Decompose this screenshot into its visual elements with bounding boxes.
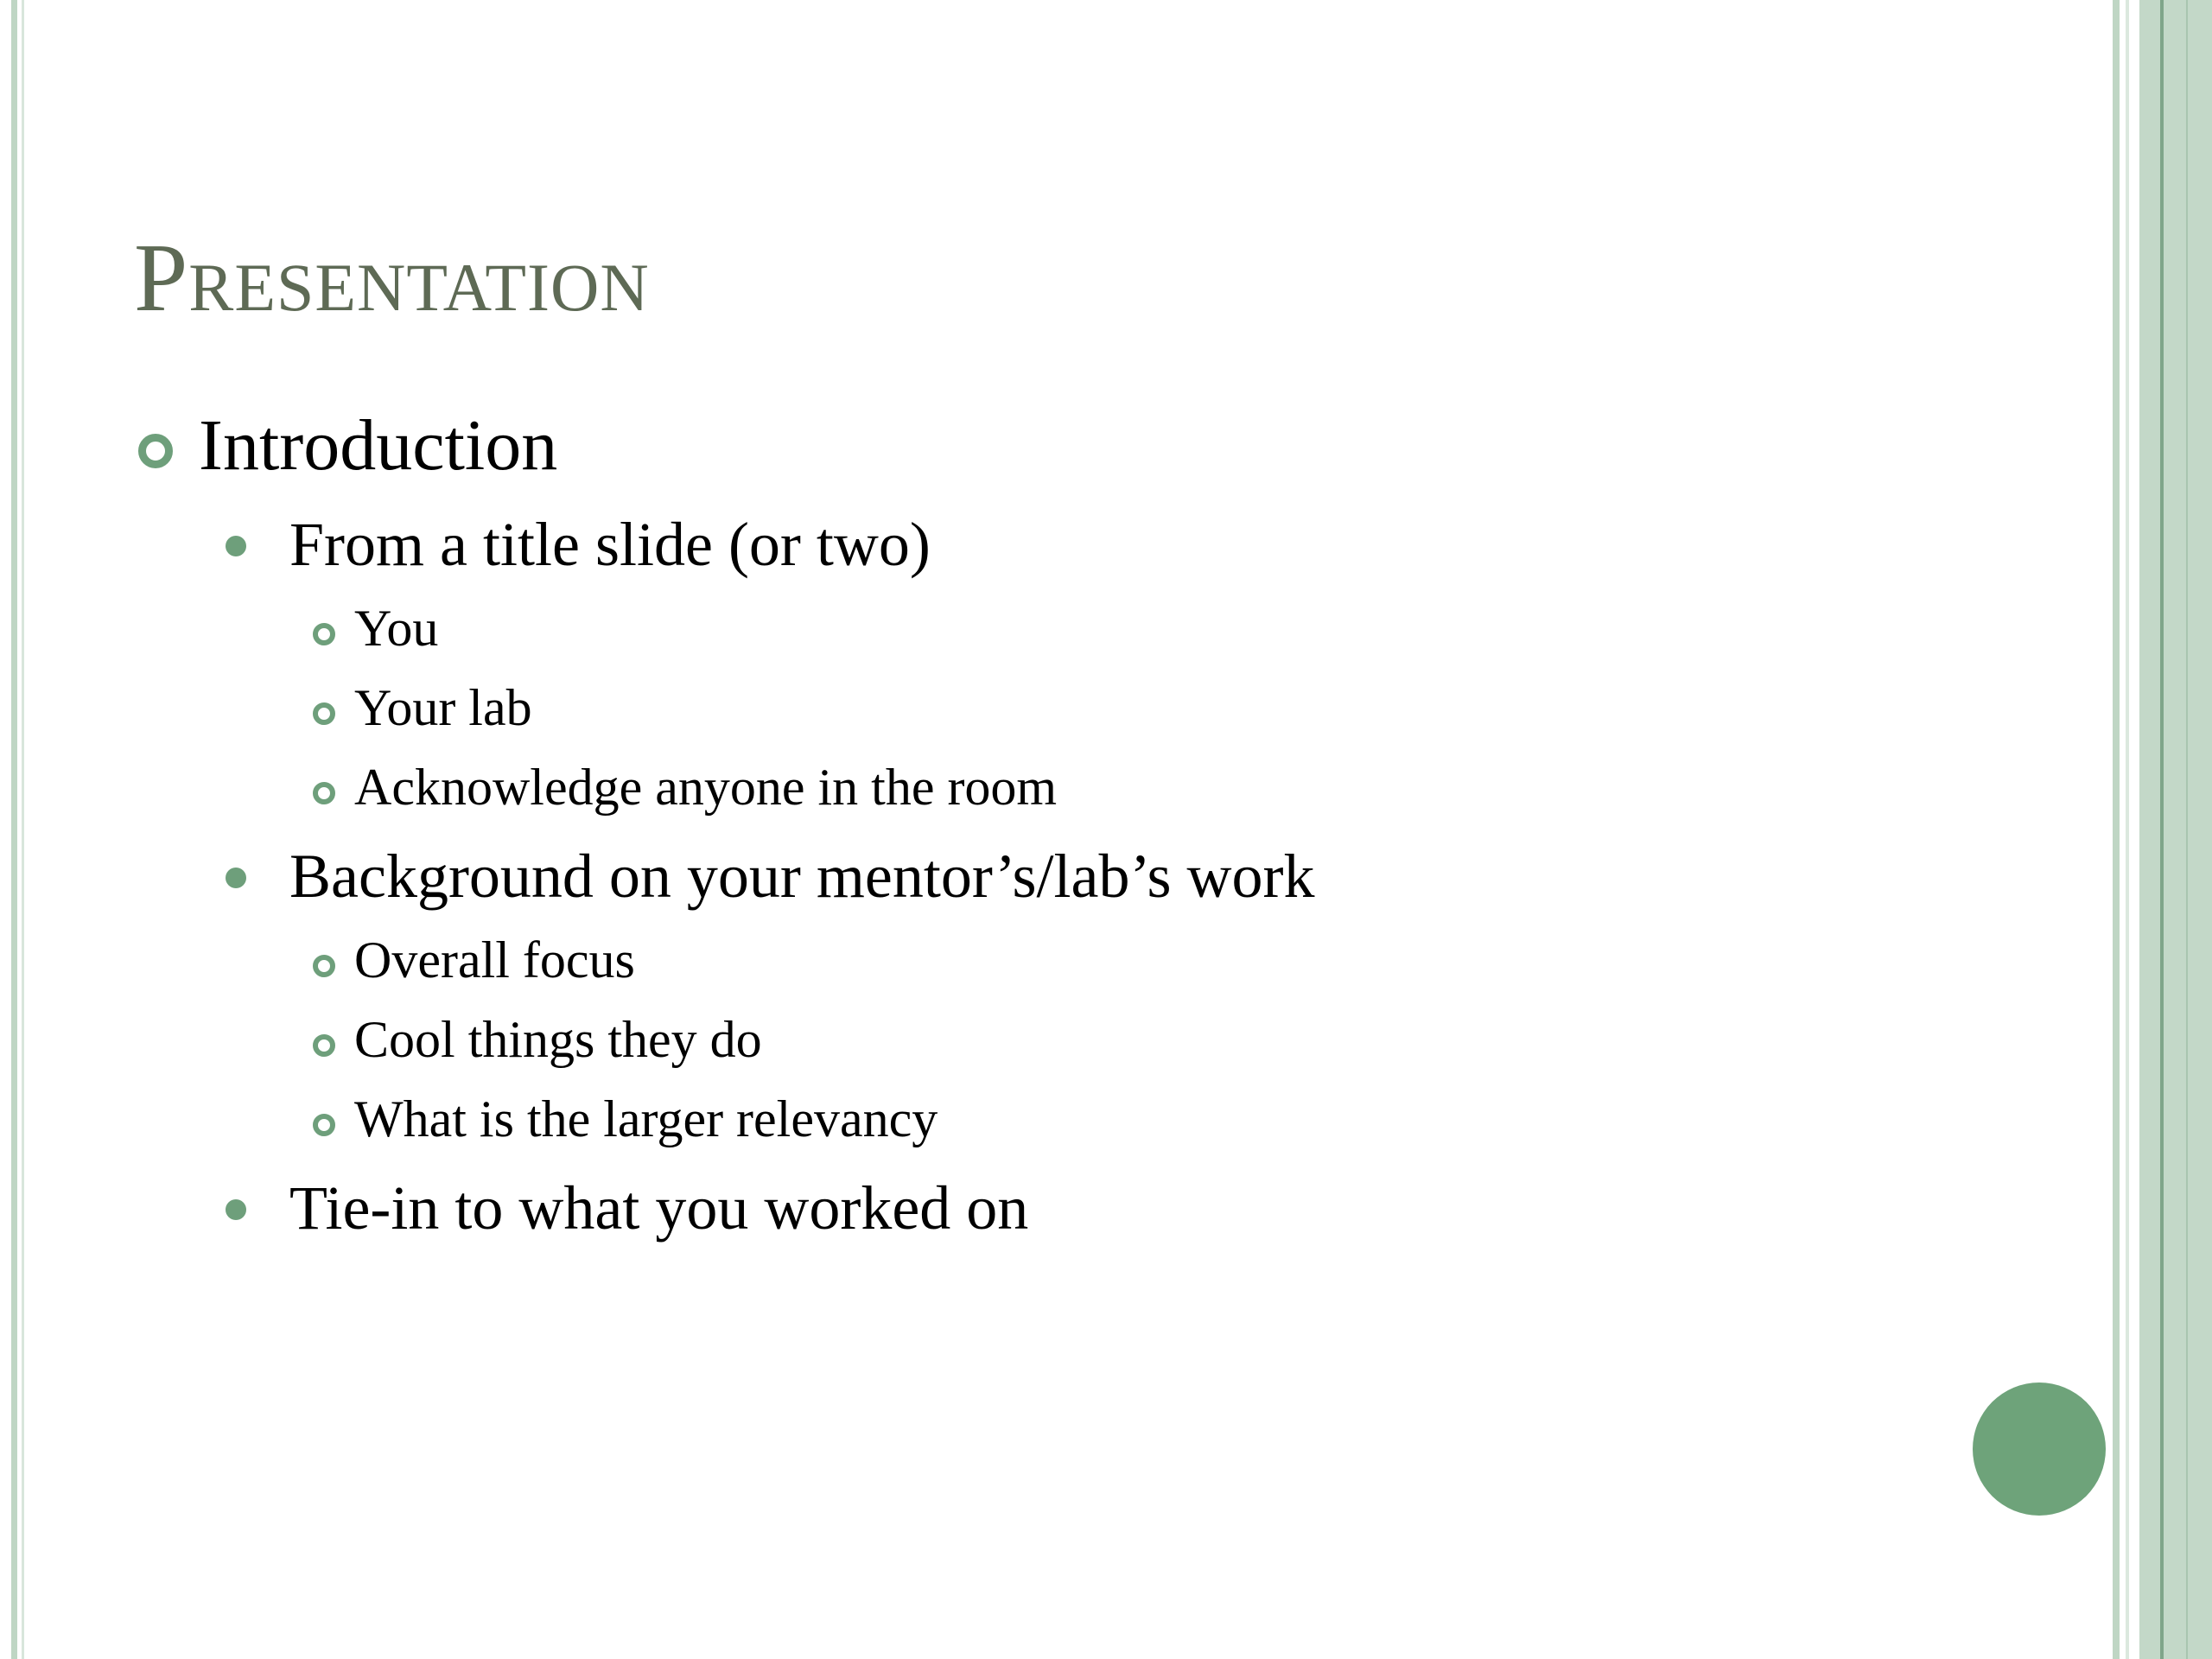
outline-item-level3: Overall focus <box>354 931 635 988</box>
right-border-band <box>2139 0 2212 1659</box>
outline-item-level3: You <box>354 600 439 657</box>
outline-item-level3: Acknowledge anyone in the room <box>354 759 1058 816</box>
ring-bullet-icon <box>313 702 335 725</box>
outline-item-level3: Cool things they do <box>354 1011 762 1068</box>
ring-bullet-icon <box>313 1034 335 1057</box>
left-border-line-thin <box>22 0 24 1659</box>
right-border-line <box>2113 0 2120 1659</box>
outline-item-level2: From a title slide (or two) <box>289 510 931 579</box>
outline-item-level3: Your lab <box>354 679 532 736</box>
dot-bullet-icon <box>226 868 246 888</box>
right-border-line-thin <box>2126 0 2129 1659</box>
outline-item-level3: What is the larger relevancy <box>354 1090 938 1147</box>
ring-bullet-icon <box>313 955 335 977</box>
ring-bullet-icon <box>313 782 335 804</box>
right-band-stripe <box>2160 0 2164 1659</box>
outline-item-level2: Background on your mentor’s/lab’s work <box>289 842 1315 911</box>
slide-title: Presentation <box>134 225 650 332</box>
outline-item-level1: Introduction <box>199 405 558 486</box>
left-border-line <box>11 0 17 1659</box>
right-band-stripe-thin <box>2186 0 2188 1659</box>
dot-bullet-icon <box>226 536 246 556</box>
ring-bullet-icon <box>138 434 173 468</box>
ring-bullet-icon <box>313 623 335 645</box>
ring-bullet-icon <box>313 1114 335 1136</box>
dot-bullet-icon <box>226 1199 246 1220</box>
decorative-circle <box>1973 1382 2106 1516</box>
outline-item-level2: Tie-in to what you worked on <box>289 1173 1029 1243</box>
